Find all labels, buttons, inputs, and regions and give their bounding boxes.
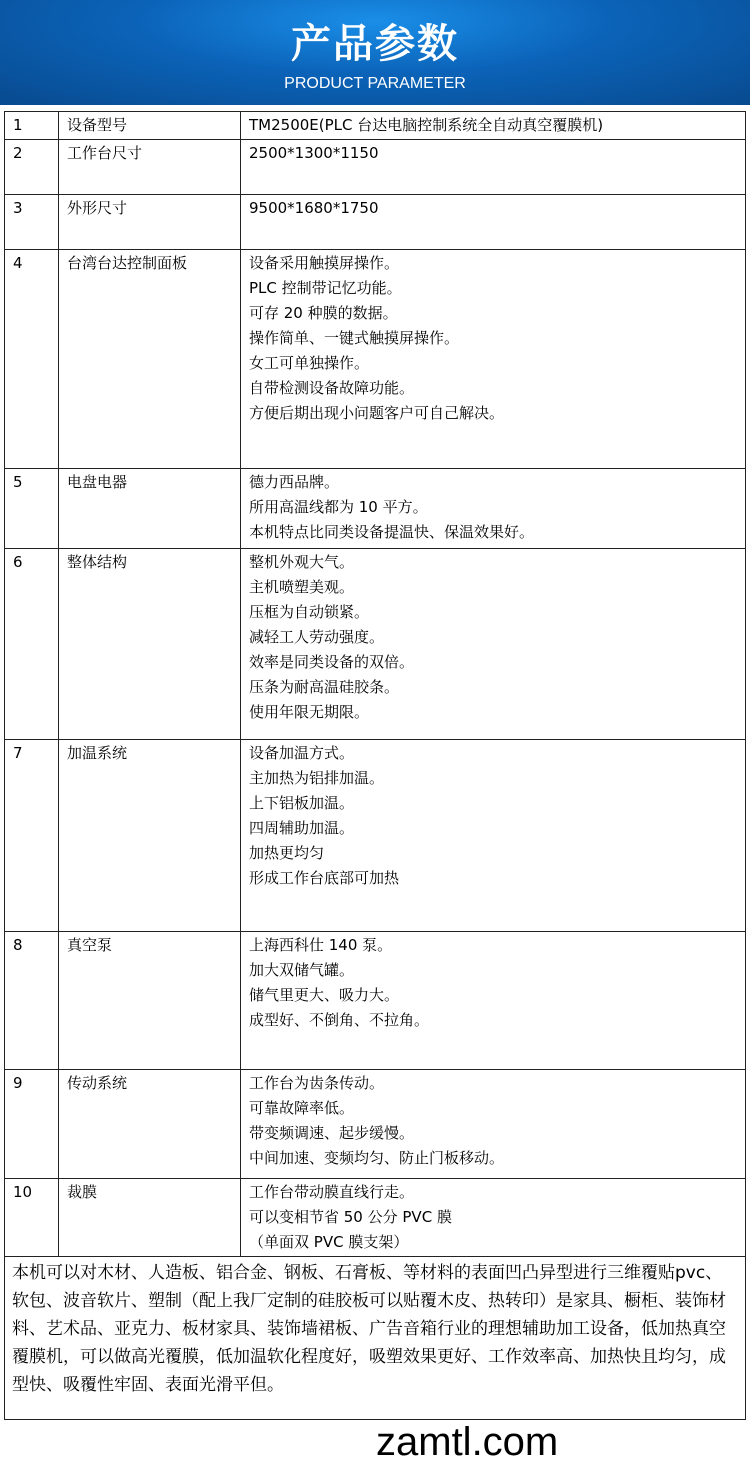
value-line: 加热更均匀: [249, 844, 325, 862]
value-line: 中间加速、变频均匀、防止门板移动。: [249, 1149, 505, 1167]
param-name: 整体结构: [59, 549, 241, 740]
row-number: 10: [5, 1179, 59, 1257]
row-number: 5: [5, 469, 59, 549]
value-line: 自带检测设备故障功能。: [249, 379, 415, 397]
param-value: [241, 112, 746, 140]
value-line: 压条为耐高温硅胶条。: [249, 678, 400, 696]
table-row: [5, 1070, 746, 1179]
value-line: 本机特点比同类设备提温快、保温效果好。: [249, 523, 535, 541]
row-number: 2: [5, 140, 59, 195]
param-value: [241, 250, 746, 469]
value-line: 压框为自动锁紧。: [249, 603, 370, 621]
value-line: 可以变相节省 50 公分 PVC 膜: [249, 1208, 452, 1226]
table-row: [5, 549, 746, 740]
value-line: 方便后期出现小问题客户可自己解决。: [249, 404, 505, 422]
param-name: 设备型号: [59, 112, 241, 140]
parameter-table: [4, 111, 746, 1257]
param-name: 外形尺寸: [59, 195, 241, 250]
value-line: PLC 控制带记忆功能。: [249, 279, 402, 297]
value-line: 所用高温线都为 10 平方。: [249, 498, 428, 516]
value-line: 减轻工人劳动强度。: [249, 628, 385, 646]
row-number: 9: [5, 1070, 59, 1179]
value-line: 主机喷塑美观。: [249, 578, 355, 596]
table-row: [5, 195, 746, 250]
content: [4, 111, 746, 1464]
watermark: zamtl.com: [376, 1420, 559, 1464]
param-name: 台湾台达控制面板: [59, 250, 241, 469]
table-row: [5, 112, 746, 140]
table-row: [5, 250, 746, 469]
param-value: [241, 140, 746, 195]
row-number: 3: [5, 195, 59, 250]
value-line: 带变频调速、起步缓慢。: [249, 1124, 415, 1142]
table-row: [5, 469, 746, 549]
value-line: 可靠故障率低。: [249, 1099, 355, 1117]
param-name: 工作台尺寸: [59, 140, 241, 195]
table-row: [5, 932, 746, 1070]
value-line: 操作简单、一键式触摸屏操作。: [249, 329, 460, 347]
value-line: 设备采用触摸屏操作。: [249, 254, 400, 272]
value-line: 上海西科仕 140 泵。: [249, 936, 393, 954]
table-row: [5, 140, 746, 195]
header-banner: [0, 0, 750, 105]
description-text: 本机可以对木材、人造板、铝合金、钢板、石膏板、等材料的表面凹凸异型进行三维覆贴pvc、软包、波音软片、塑制（配上我厂定制的硅胶板可以贴覆木皮、热转印）是家具、橱柜、装饰材料、艺术品、亚克力、板材家具、装饰墙裙板、广告音箱行业的理想辅助加工设备，低加热真空覆膜机，可以做高光覆膜，低加温软化程度好，吸塑效果更好、工作效率高、加热快且均匀，成型快、吸覆性牢固、表面光滑平但。: [4, 1257, 746, 1420]
row-number: 8: [5, 932, 59, 1070]
param-value: [241, 932, 746, 1070]
value-line: （单面双 PVC 膜支架）: [249, 1233, 409, 1251]
table-row: [5, 740, 746, 932]
page-subtitle: PRODUCT PARAMETER: [284, 75, 466, 92]
param-name: 传动系统: [59, 1070, 241, 1179]
row-number: 4: [5, 250, 59, 469]
value-line: 主加热为铝排加温。: [249, 769, 385, 787]
param-name: 真空泵: [59, 932, 241, 1070]
param-value: [241, 469, 746, 549]
param-value: [241, 1070, 746, 1179]
param-name: 加温系统: [59, 740, 241, 932]
value-line: 设备加温方式。: [249, 744, 355, 762]
param-value: [241, 549, 746, 740]
table-row: [5, 1179, 746, 1257]
value-line: 使用年限无期限。: [249, 703, 370, 721]
value-line: 上下铝板加温。: [249, 794, 355, 812]
value-line: 效率是同类设备的双倍。: [249, 653, 415, 671]
value-line: 可存 20 种膜的数据。: [249, 304, 398, 322]
value-line: 整机外观大气。: [249, 553, 355, 571]
value-line: 工作台为齿条传动。: [249, 1074, 385, 1092]
page-title: 产品参数: [291, 21, 459, 67]
param-value: [241, 195, 746, 250]
value-line: 工作台带动膜直线行走。: [249, 1183, 415, 1201]
value-line: 成型好、不倒角、不拉角。: [249, 1011, 430, 1029]
value-line: 9500*1680*1750: [249, 199, 379, 217]
param-value: [241, 740, 746, 932]
value-line: 女工可单独操作。: [249, 354, 370, 372]
value-line: 形成工作台底部可加热: [249, 869, 400, 887]
value-line: 四周辅助加温。: [249, 819, 355, 837]
value-line: 加大双储气罐。: [249, 961, 355, 979]
value-line: 德力西品牌。: [249, 473, 340, 491]
param-value: [241, 1179, 746, 1257]
value-line: 2500*1300*1150: [249, 144, 379, 162]
param-name: 电盘电器: [59, 469, 241, 549]
param-name: 裁膜: [59, 1179, 241, 1257]
row-number: 6: [5, 549, 59, 740]
value-line: TM2500E(PLC 台达电脑控制系统全自动真空覆膜机): [249, 116, 604, 134]
value-line: 储气里更大、吸力大。: [249, 986, 400, 1004]
row-number: 1: [5, 112, 59, 140]
row-number: 7: [5, 740, 59, 932]
